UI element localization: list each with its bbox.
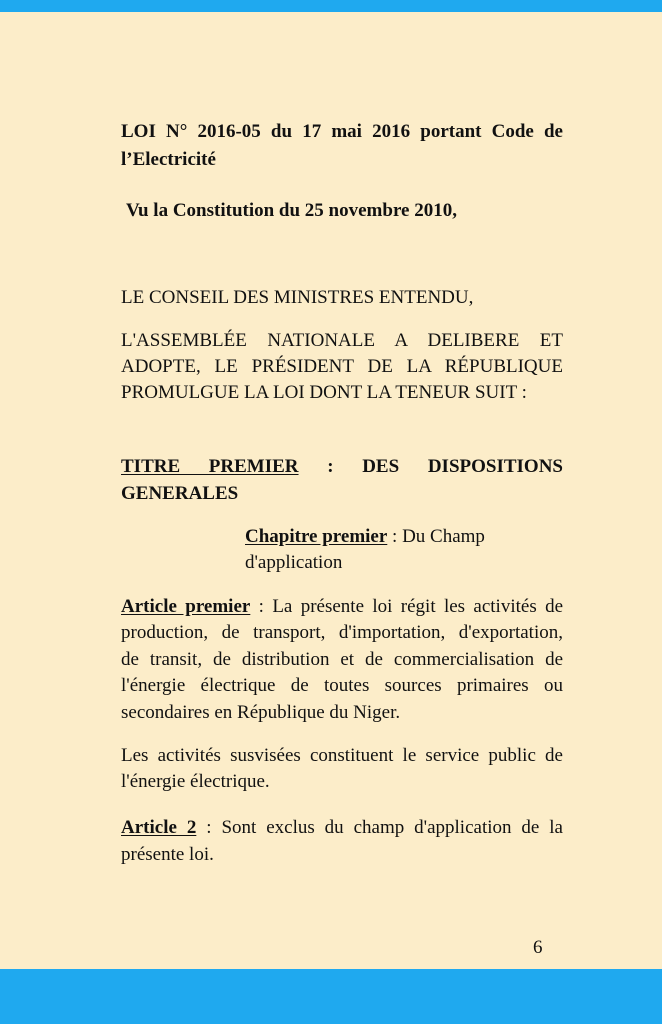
article1-line-5: secondaires en République du Niger. (121, 702, 401, 723)
chapitre-label: Chapitre premier (245, 526, 388, 547)
article1-line-1 (121, 594, 563, 620)
vu-constitution: Vu la Constitution du 25 novembre 2010, (126, 200, 457, 221)
chapitre-line-2: d'application (245, 552, 343, 573)
top-bar (0, 0, 662, 12)
article1-text: : La présente loi régit les activités de (250, 596, 564, 617)
article1-line-4: l'énergie électrique de toutes sources primaires ou (121, 675, 563, 696)
activites-line-2: l'énergie électrique. (121, 771, 270, 792)
page-number: 6 (533, 937, 543, 958)
activites-line-1: Les activités susvisées constituent le service public de (121, 745, 563, 766)
law-title-line-2: l’Electricité (121, 149, 216, 170)
assemblee-line-2: ADOPTE, LE PRÉSIDENT DE LA RÉPUBLIQUE (121, 356, 563, 377)
article1-line-2: production, de transport, d'importation, d'exportation, (121, 622, 563, 643)
titre-premier-rest: : DES DISPOSITIONS (298, 456, 563, 477)
article2-line-1 (121, 815, 563, 841)
article1-line-3: de transit, de distribution et de commercialisation de (121, 649, 563, 670)
titre-premier-line-1 (121, 454, 563, 480)
article1-label: Article premier (121, 596, 251, 617)
titre-premier-line-2: GENERALES (121, 483, 239, 504)
conseil-ministres: LE CONSEIL DES MINISTRES ENTENDU, (121, 287, 474, 308)
law-title-line-1: LOI N° 2016-05 du 17 mai 2016 portant Code de (121, 121, 563, 142)
assemblee-line-3: PROMULGUE LA LOI DONT LA TENEUR SUIT : (121, 382, 527, 403)
bottom-bar (0, 969, 662, 1024)
chapitre-rest: : Du Champ (387, 526, 485, 547)
article2-label: Article 2 (121, 817, 197, 838)
chapitre-line-1 (245, 524, 563, 550)
assemblee-line-1: L'ASSEMBLÉE NATIONALE A DELIBERE ET (121, 330, 563, 351)
article2-text: : Sont exclus du champ d'application de la (196, 817, 563, 838)
titre-premier-label: TITRE PREMIER (121, 456, 299, 477)
article2-line-2: présente loi. (121, 844, 214, 865)
